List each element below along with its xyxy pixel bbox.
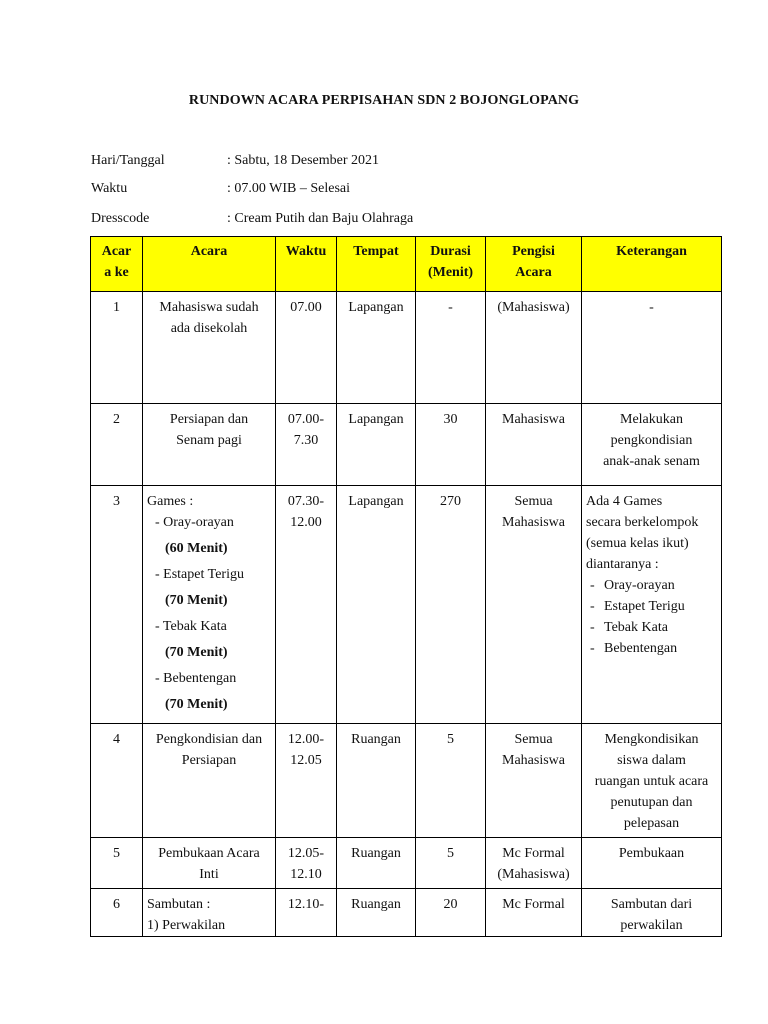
cell-line: 07.00 [290, 300, 322, 315]
cell-durasi: 20 [416, 889, 486, 937]
cell-line: Senam pagi [176, 433, 242, 448]
cell-line: 12.05- [287, 846, 325, 861]
header-keterangan: Keterangan [582, 237, 722, 292]
game-name: - Bebentengan [155, 671, 237, 686]
cell-line: Melakukan [620, 412, 683, 427]
cell-no: 3 [91, 486, 143, 724]
cell-line: 7.30 [293, 433, 319, 448]
game-name: - Tebak Kata [155, 619, 227, 634]
cell-durasi: 5 [416, 838, 486, 889]
cell-tempat: Lapangan [337, 292, 416, 404]
game-name: - Estapet Terigu [155, 567, 244, 582]
cell-line: ruangan untuk acara [594, 774, 709, 789]
cell-waktu [276, 404, 337, 486]
cell-line: 07.00- [287, 412, 325, 427]
table-row [91, 486, 722, 724]
cell-line: (semua kelas ikut) [586, 536, 689, 551]
list-item: - Oray-orayan [586, 575, 717, 596]
cell-line: Mc Formal [502, 846, 565, 861]
cell-waktu [276, 889, 337, 937]
cell-line: Mahasiswa [502, 515, 565, 530]
cell-line: 1) Perwakilan [147, 918, 226, 933]
cell-line: Semua [514, 494, 553, 509]
table-row [91, 404, 722, 486]
game-duration: (60 Menit) [165, 541, 228, 556]
cell-acara [143, 404, 276, 486]
cell-line: 07.30- [287, 494, 325, 509]
cell-line: 12.10 [290, 867, 322, 882]
cell-line: Pembukaan [618, 846, 685, 861]
header-acara-ke [91, 237, 143, 292]
header-tempat: Tempat [337, 237, 416, 292]
cell-tempat: Ruangan [337, 838, 416, 889]
header-waktu: Waktu [276, 237, 337, 292]
cell-tempat: Ruangan [337, 889, 416, 937]
list-item: - Tebak Kata [586, 617, 717, 638]
cell-tempat: Lapangan [337, 486, 416, 724]
cell-tempat: Lapangan [337, 404, 416, 486]
cell-acara [143, 292, 276, 404]
cell-line: Games : [147, 494, 194, 509]
info-value: : 07.00 WIB – Selesai [227, 181, 351, 196]
cell-line: Mahasiswa sudah [159, 300, 259, 315]
cell-line: anak-anak senam [603, 454, 700, 469]
cell-line: pengkondisian [610, 433, 693, 448]
cell-line: Pengkondisian dan [155, 732, 263, 747]
cell-keterangan [582, 404, 722, 486]
cell-line: 12.00- [287, 732, 325, 747]
cell-no: 5 [91, 838, 143, 889]
cell-keterangan [582, 838, 722, 889]
cell-keterangan [582, 724, 722, 838]
cell-line: secara berkelompok [586, 515, 699, 530]
cell-pengisi [486, 724, 582, 838]
cell-waktu [276, 838, 337, 889]
cell-line: perwakilan [620, 918, 683, 933]
cell-line: pelepasan [623, 816, 680, 831]
list-item: - Bebentengan [586, 638, 717, 659]
cell-line: Mahasiswa [502, 753, 565, 768]
header-line: a ke [104, 265, 129, 280]
game-name: - Oray-orayan [155, 515, 234, 530]
cell-line: Mahasiswa [502, 412, 565, 427]
cell-durasi: 270 [416, 486, 486, 724]
cell-keterangan [582, 292, 722, 404]
cell-acara [143, 486, 276, 724]
cell-line: Semua [514, 732, 553, 747]
header-line: (Menit) [427, 265, 474, 280]
cell-pengisi [486, 292, 582, 404]
cell-line: Pembukaan Acara [158, 846, 260, 861]
cell-line: Ada 4 Games [586, 494, 663, 509]
cell-pengisi [486, 889, 582, 937]
cell-line: 12.00 [290, 515, 322, 530]
header-pengisi [486, 237, 582, 292]
list-item: - Estapet Terigu [586, 596, 717, 617]
table-row [91, 724, 722, 838]
cell-pengisi [486, 486, 582, 724]
cell-line: Inti [199, 867, 219, 882]
table-row [91, 292, 722, 404]
cell-tempat: Ruangan [337, 724, 416, 838]
header-line: Pengisi [512, 244, 555, 259]
cell-pengisi [486, 404, 582, 486]
document-title: RUNDOWN ACARA PERPISAHAN SDN 2 BOJONGLOPANG [188, 93, 580, 108]
header-line: Durasi [430, 244, 471, 259]
cell-durasi: - [416, 292, 486, 404]
cell-line: diantaranya : [586, 557, 659, 572]
cell-acara [143, 724, 276, 838]
info-value: : Cream Putih dan Baju Olahraga [227, 211, 414, 226]
cell-line: ada disekolah [170, 321, 248, 336]
header-acara: Acara [143, 237, 276, 292]
cell-pengisi [486, 838, 582, 889]
info-value: : Sabtu, 18 Desember 2021 [227, 153, 380, 168]
info-label: Waktu [91, 181, 128, 196]
cell-waktu [276, 486, 337, 724]
info-label: Hari/Tanggal [91, 153, 165, 168]
cell-line: Mengkondisikan [604, 732, 699, 747]
cell-waktu [276, 292, 337, 404]
table-row [91, 889, 722, 937]
cell-line: Sambutan : [147, 897, 211, 912]
cell-waktu [276, 724, 337, 838]
cell-acara [143, 838, 276, 889]
header-line: Acara [515, 265, 552, 280]
cell-durasi: 30 [416, 404, 486, 486]
cell-line: (Mahasiswa) [497, 300, 570, 315]
cell-keterangan [582, 889, 722, 937]
cell-no: 2 [91, 404, 143, 486]
game-duration: (70 Menit) [165, 593, 228, 608]
cell-durasi: 5 [416, 724, 486, 838]
cell-acara [143, 889, 276, 937]
header-durasi [416, 237, 486, 292]
cell-no: 6 [91, 889, 143, 937]
table-header-row [91, 237, 722, 292]
cell-line: Persiapan dan [169, 412, 249, 427]
header-line: Acar [101, 244, 132, 259]
cell-line: 12.10- [287, 897, 325, 912]
game-duration: (70 Menit) [165, 645, 228, 660]
cell-no: 1 [91, 292, 143, 404]
info-label: Dresscode [91, 211, 150, 226]
cell-line: 12.05 [290, 753, 322, 768]
cell-line: Persiapan [181, 753, 237, 768]
cell-line: (Mahasiswa) [497, 867, 570, 882]
cell-line: Mc Formal [502, 897, 565, 912]
cell-line: Sambutan dari [610, 897, 693, 912]
game-duration: (70 Menit) [165, 697, 228, 712]
cell-no: 4 [91, 724, 143, 838]
cell-line: penutupan dan [610, 795, 693, 810]
cell-keterangan [582, 486, 722, 724]
cell-line: siswa dalam [617, 753, 686, 768]
table-row [91, 838, 722, 889]
rundown-table [90, 236, 722, 937]
cell-line: - [649, 300, 654, 315]
